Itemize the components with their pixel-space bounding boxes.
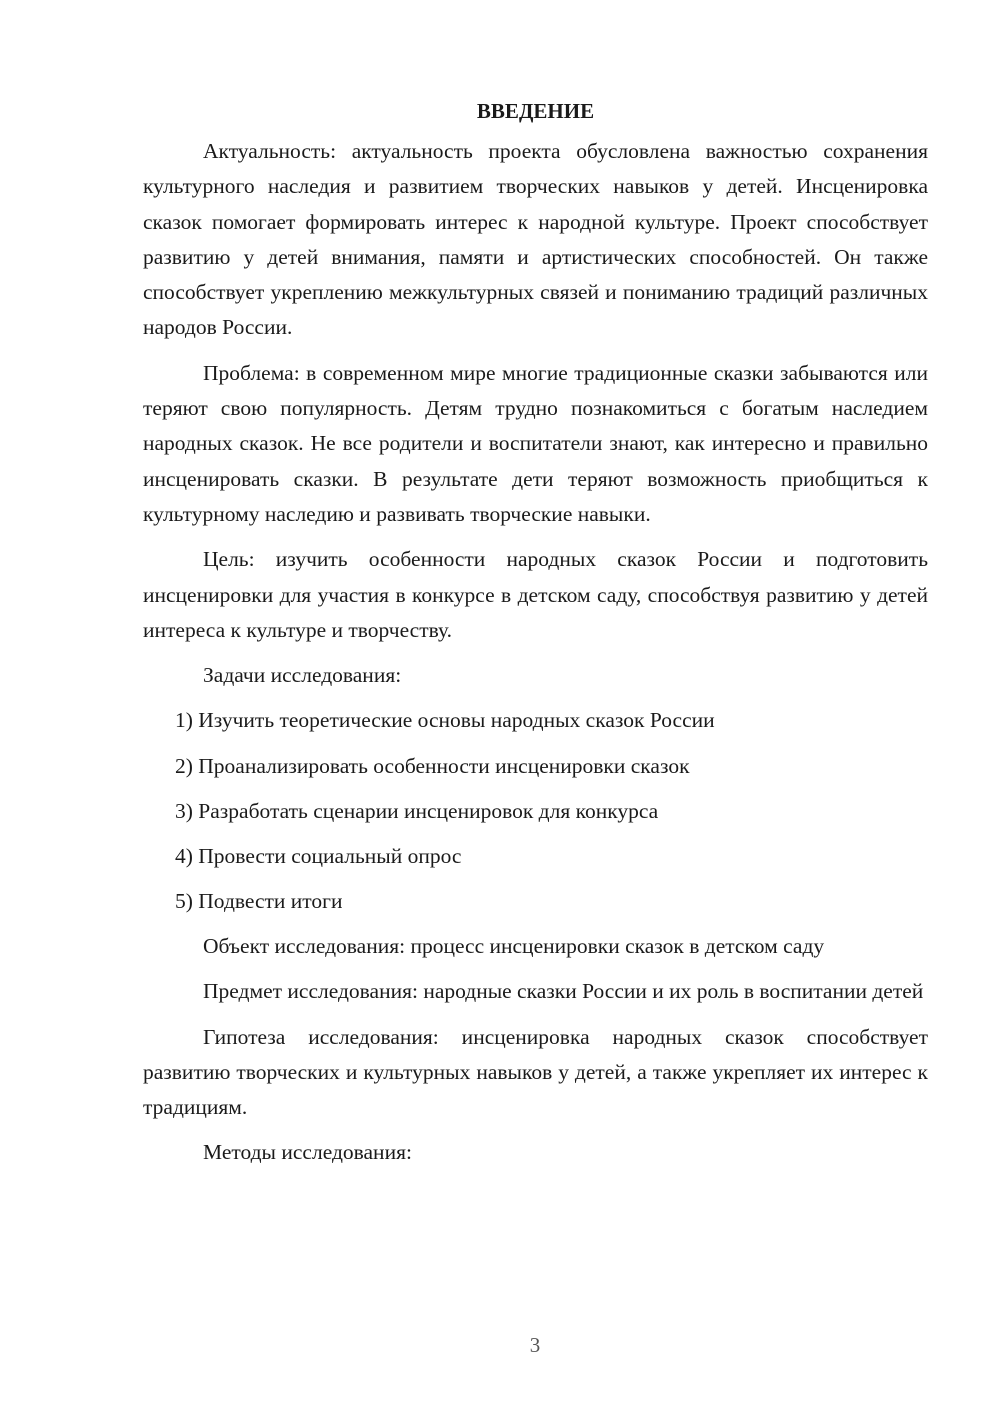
list-item: 2) Проанализировать особенности инсценировки сказок <box>175 753 690 778</box>
object-paragraph: Объект исследования: процесс инсценировки сказок в детском саду <box>203 933 825 958</box>
tasks-label: Задачи исследования: <box>203 663 402 688</box>
list-item: 4) Провести социальный опрос <box>175 843 462 868</box>
subject-paragraph: Предмет исследования: народные сказки России и их роль в воспитании детей <box>203 979 924 1004</box>
list-item: 5) Подвести итоги <box>175 888 343 913</box>
list-item: 3) Разработать сценарии инсценировок для конкурса <box>175 798 659 823</box>
problem-paragraph: Проблема: в современном мире многие традиционные сказки забываются или теряют свою популярность. Детям трудно познакомиться с богатым наследием народных сказок. Не все родители и воспитатели знают, как интересно и правильно инсценировать сказки. В результате дети теряют возможность приобщиться к культурному наследию и развивать творческие навыки. <box>143 360 928 526</box>
goal-paragraph: Цель: изучить особенности народных сказок России и подготовить инсценировки для участия в конкурсе в детском саду, способствуя развитию у детей интереса к культуре и творчеству. <box>143 547 928 642</box>
methods-label: Методы исследования: <box>203 1140 412 1165</box>
hypothesis-paragraph: Гипотеза исследования: инсценировка народных сказок способствует развитию творческих и культурных навыков у детей, а также укрепляет их интерес к традициям. <box>143 1024 928 1120</box>
page-number: 3 <box>529 1333 541 1357</box>
tasks-list <box>143 703 928 919</box>
relevance-paragraph: Актуальность: актуальность проекта обусловлена важностью сохранения культурного наследия и развитием творческих навыков у детей. Инсценировка сказок помогает формировать интерес к народной культуре. Проект способствует развитию у детей внимания, памяти и артистических способностей. Он также способствует укреплению межкультурных связей и пониманию традиций различных народов России. <box>143 139 928 340</box>
list-item: 1) Изучить теоретические основы народных сказок России <box>175 708 715 733</box>
page-title: ВВЕДЕНИЕ <box>476 99 595 123</box>
document-page <box>143 96 928 1181</box>
